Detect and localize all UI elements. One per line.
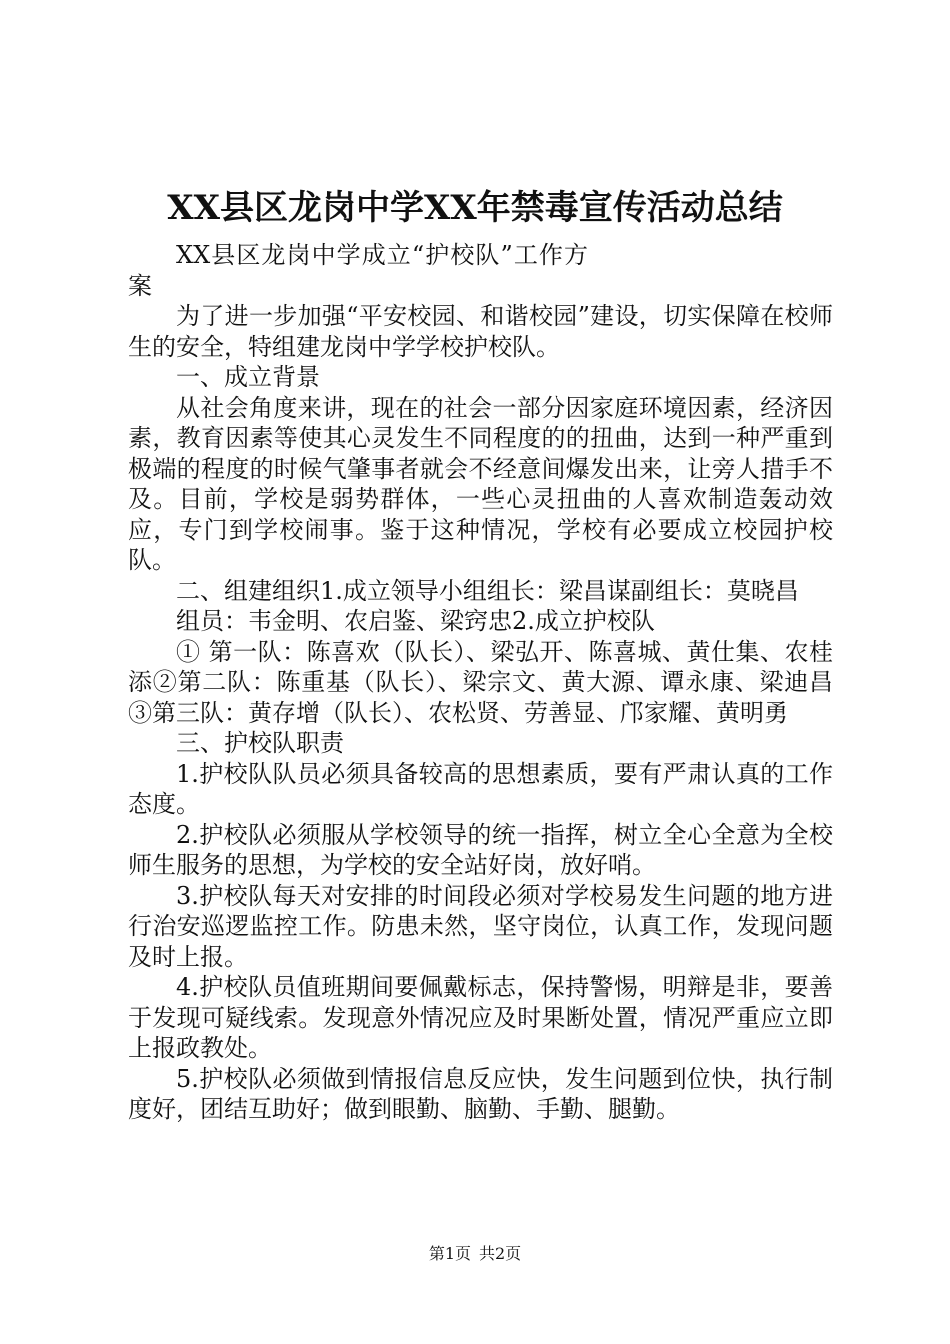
section-heading-background: 一、成立背景 [176,363,320,391]
duty-item-2: 2.护校队必须服从学校领导的统一指挥，树立全心全意为全校师生服务的思想，为学校的安全站好岗，放好哨。 [128,820,833,879]
teams-paragraph: ① 第一队：陈喜欢（队长）、梁弘开、陈喜城、黄仕集、农桂添②第二队：陈重基（队长）、梁宗文、黄大源、谭永康、梁迪昌③第三队：黄存增（队长）、农松贤、劳善显、邝家耀、黄明勇 [128,637,833,727]
members-paragraph: 组员：韦金明、农启鉴、梁窍忠2.成立护校队 [176,607,655,635]
duty-item-1: 1.护校队队员必须具备较高的思想素质，要有严肃认真的工作态度。 [128,759,833,818]
section-heading-duties: 三、护校队职责 [176,729,344,757]
intro-paragraph: 为了进一步加强“平安校园、和谐校园”建设，切实保障在校师生的安全，特组建龙岗中学学校护校队。 [128,302,833,361]
page-number: 第1页 [428,1244,471,1263]
document-body [128,240,833,1125]
duty-item-4: 4.护校队员值班期间要佩戴标志，保持警惕，明辩是非，要善于发现可疑线索。发现意外情况应及时果断处置，情况严重应立即上报政教处。 [128,973,833,1062]
page-total: 共2页 [479,1244,522,1263]
subtitle-paragraph: XX县区龙岗中学成立“护校队”工作方案 [128,241,588,300]
organization-paragraph: 二、组建组织1.成立领导小组组长：梁昌谋副组长：莫晓昌 [176,576,799,605]
document-title: XX县区龙岗中学XX年禁毒宣传活动总结 [167,188,783,228]
duty-item-5: 5.护校队必须做到情报信息反应快，发生问题到位快，执行制度好，团结互助好；做到眼勤、脑勤、手勤、腿勤。 [128,1064,833,1123]
page-footer [0,1243,950,1265]
duty-item-3: 3.护校队每天对安排的时间段必须对学校易发生问题的地方进行治安巡逻监控工作。防患未然，坚守岗位，认真工作，发现问题及时上报。 [128,881,833,971]
background-paragraph: 从社会角度来讲，现在的社会一部分因家庭环境因素，经济因素，教育因素等使其心灵发生不同程度的的扭曲，达到一种严重到极端的程度的时候气肇事者就会不经意间爆发出来，让旁人措手不及。目前，学校是弱势群体，一些心灵扭曲的人喜欢制造轰动效应，专门到学校闹事。鉴于这种情况，学校有必要成立校园护校队。 [128,393,833,574]
